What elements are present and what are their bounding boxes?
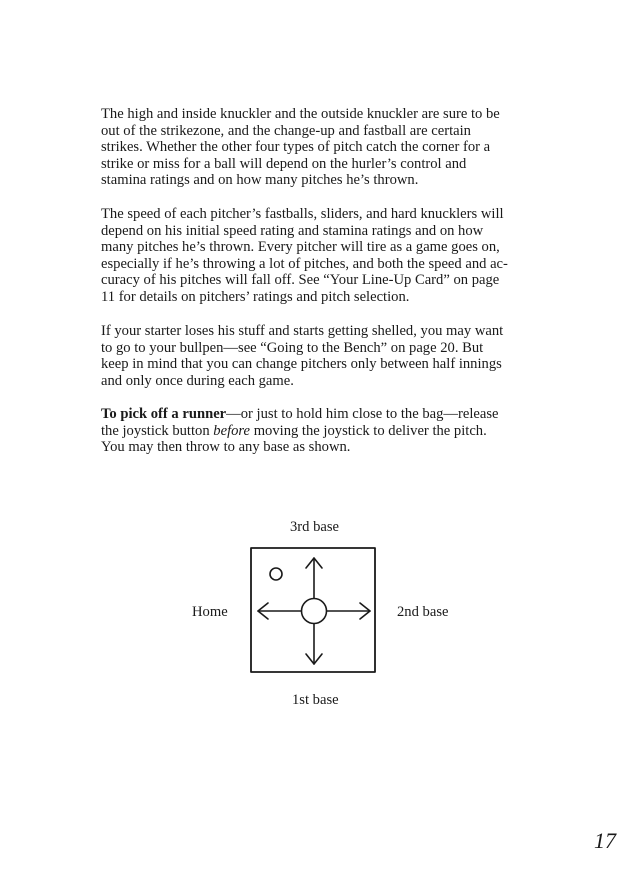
- text-line: out of the strikezone, and the change-up and fastball are certain: [101, 122, 471, 139]
- text-line: [101, 406, 541, 423]
- paragraph-bullpen: [101, 323, 541, 389]
- arrow-left-icon: [258, 603, 301, 619]
- arrow-down-icon: [306, 624, 322, 664]
- text-line: especially if he’s throwing a lot of pitches, and both the speed and ac-: [101, 255, 508, 272]
- text-line: to go to your bullpen—see “Going to the Bench” on page 20. But: [101, 339, 484, 356]
- text-run: the joystick button: [101, 422, 214, 439]
- text-line: [101, 423, 541, 440]
- joystick-center-circle-icon: [302, 599, 327, 624]
- paragraph-pitch-speed: [101, 206, 541, 306]
- text-line: depend on his initial speed rating and stamina ratings and on how: [101, 222, 484, 239]
- text-line: and only once during each game.: [101, 372, 294, 389]
- text-line: strike or miss for a ball will depend on the hurler’s control and: [101, 155, 467, 172]
- paragraph-pitch-outcomes: [101, 106, 541, 189]
- joystick-button-icon: [270, 568, 282, 580]
- diagram-label-2nd-base: 2nd base: [397, 604, 449, 620]
- diagram-label-3rd-base: 3rd base: [290, 519, 340, 535]
- text-line: The high and inside knuckler and the outside knuckler are sure to be: [101, 106, 500, 122]
- arrow-right-icon: [327, 603, 370, 619]
- text-line: The speed of each pitcher’s fastballs, sliders, and hard knucklers will: [101, 206, 504, 222]
- text-line: many pitches he’s thrown. Every pitcher will tire as a game goes on,: [101, 239, 500, 256]
- paragraph-pickoff: [101, 406, 541, 456]
- text-line: stamina ratings and on how many pitches he’s thrown.: [101, 172, 419, 189]
- text-line: 11 for details on pitchers’ ratings and pitch selection.: [101, 288, 410, 305]
- arrow-up-icon: [306, 558, 322, 598]
- diagram-label-home: Home: [192, 604, 228, 620]
- diagram-label-1st-base: 1st base: [292, 692, 339, 708]
- emphasis-before: before: [213, 422, 251, 439]
- text-line: keep in mind that you can change pitchers only between half innings: [101, 356, 502, 373]
- text-run: —or just to hold him close to the bag—release: [226, 406, 499, 422]
- joystick-pickoff-diagram: [240, 540, 382, 682]
- diagram-frame: [251, 548, 375, 672]
- pickoff-heading: To pick off a runner: [101, 406, 227, 422]
- text-line: If your starter loses his stuff and starts getting shelled, you may want: [101, 323, 504, 339]
- text-run: moving the joystick to deliver the pitch.: [250, 422, 487, 439]
- page-number: 17: [594, 828, 616, 853]
- text-line: strikes. Whether the other four types of pitch catch the corner for a: [101, 139, 491, 156]
- text-line: curacy of his pitches will fall off. See “Your Line-Up Card” on page: [101, 272, 500, 289]
- text-line: You may then throw to any base as shown.: [101, 439, 351, 456]
